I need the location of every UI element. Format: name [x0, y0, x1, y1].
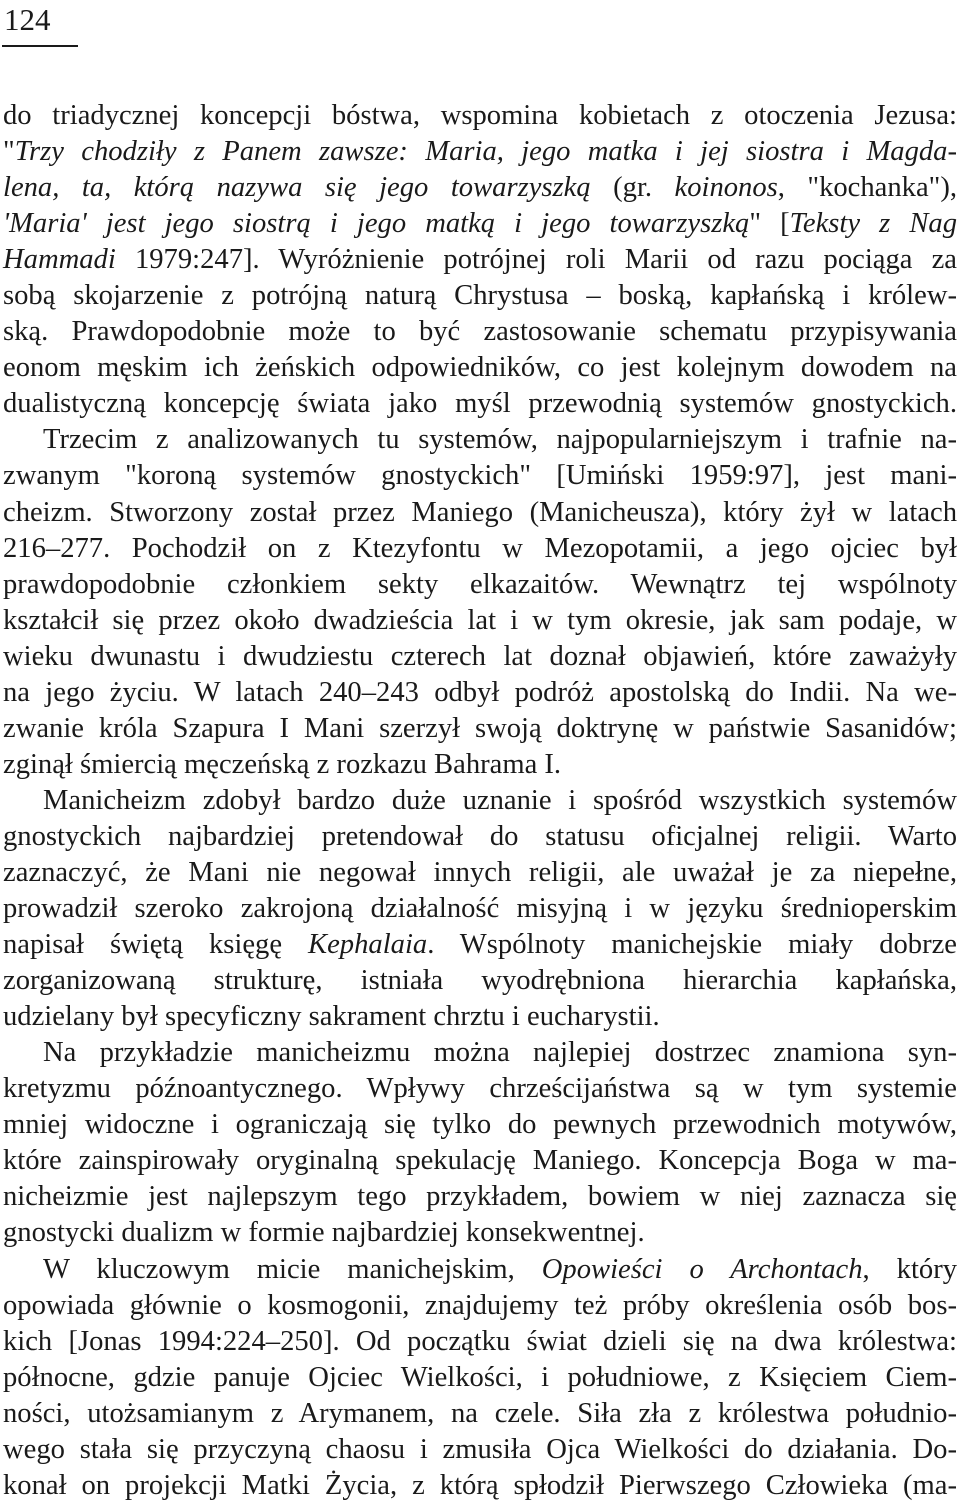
text-segment: "	[3, 136, 15, 168]
body-text	[3, 98, 957, 1504]
italic-text: koinonos	[674, 172, 778, 204]
text-line: sobą skojarzenie z potrójną naturą Chrystusa – boską, kapłańską i królew-	[3, 280, 957, 312]
text-segment: . Wspólnoty manichejskie miały dobrze	[427, 929, 958, 961]
italic-text: Hammadi	[3, 244, 116, 276]
text-line: eonom męskim ich żeńskich odpowiedników, co jest kolejnym dowodem na	[3, 352, 957, 384]
text-line: zwanym "koroną systemów gnostyckich" [Umiński 1959:97], jest mani-	[3, 460, 957, 492]
text-line	[3, 1252, 957, 1288]
text-line: Na przykładzie manicheizmu można najlepiej dostrzec znamiona syn-	[43, 1037, 957, 1069]
text-line: które zainspirowały oryginalną spekulację Maniego. Koncepcja Boga w ma-	[3, 1145, 957, 1177]
text-line: kretyzmu późnoantycznego. Wpływy chrześcijaństwa są w tym systemie	[3, 1073, 957, 1105]
text-line: północne, gdzie panuje Ojciec Wielkości, i południowe, z Księciem Ciem-	[3, 1361, 957, 1393]
italic-text: 'Maria' jest jego siostrą i jego matką i jego towarzyszką	[3, 208, 750, 240]
text-line	[3, 242, 957, 278]
text-segment: W kluczowym micie manichejskim,	[43, 1253, 542, 1285]
text-line: zwanie króla Szapura I Mani szerzył swoją doktrynę w państwie Sasanidów;	[3, 712, 957, 744]
text-line: na jego życiu. W latach 240–243 odbył podróż apostolską do Indii. Na we-	[3, 676, 957, 708]
text-line: opowiada głównie o kosmogonii, znajdujemy też próby określenia osób bos-	[3, 1289, 957, 1321]
page-number: 124	[4, 2, 51, 37]
text-line: gnostycki dualizm w formie najbardziej konsekwentnej.	[3, 1217, 645, 1249]
text-line: Manicheizm zdobył bardzo duże uznanie i spośród wszystkich systemów	[43, 784, 957, 816]
text-line: zorganizowaną strukturę, istniała wyodrębniona hierarchia kapłańska,	[3, 965, 957, 997]
text-line: wieku dwunastu i dwudziestu czterech lat doznał objawień, które zaważyły	[3, 640, 957, 672]
text-line: zaznaczyć, że Mani nie negował innych religii, ale uważał je za niepełne,	[3, 856, 957, 888]
italic-text: lena, ta, którą nazywa się jego towarzyszką	[3, 172, 591, 204]
text-line: do triadycznej koncepcji bóstwa, wspomina kobietach z otoczenia Jezusa:	[3, 100, 957, 131]
text-line: zginął śmiercią męczeńską z rozkazu Bahrama I.	[3, 748, 562, 780]
text-segment: , "kochanka"),	[777, 172, 957, 204]
text-line: gnostyckich najbardziej pretendował do statusu oficjalnej religii. Warto	[3, 820, 957, 852]
text-line: kształcił się przez około dwadzieścia lat i w tym okresie, jak sam podaje, w	[3, 604, 957, 636]
text-line: prowadził szeroko zakrojoną działalność misyjną i w języku średnioperskim	[3, 893, 957, 925]
text-line: mniej widoczne i ograniczają się tylko do pewnych przewodnich motywów,	[3, 1109, 957, 1141]
text-segment: napisał świętą księgę	[3, 929, 309, 961]
text-line: udzielany był specyficzny sakrament chrztu i eucharystii.	[3, 1001, 660, 1033]
text-line: Trzecim z analizowanych tu systemów, najpopularniejszym i trafnie na-	[43, 424, 957, 456]
text-line	[3, 206, 957, 242]
text-segment: , który	[862, 1253, 958, 1285]
text-line	[3, 134, 957, 170]
italic-text: Opowieści o Archontach	[541, 1253, 863, 1285]
italic-text: Trzy chodziły z Panem zawsze: Maria, jego matka i jej siostra i Magda-	[14, 136, 957, 168]
text-line	[3, 927, 957, 963]
text-line: cheizm. Stworzony został przez Maniego (Manicheusza), który żył w latach	[3, 496, 957, 528]
italic-text: Teksty z Nag	[789, 208, 957, 240]
text-line: wego stała się przyczyną chaosu i zmusiła Ojca Wielkości do działania. Do-	[3, 1433, 957, 1465]
text-line: konał on projekcji Matki Życia, z którą spłodził Pierwszego Człowieka (ma-	[3, 1469, 957, 1501]
text-line: nicheizmie jest najlepszym tego przykładem, bowiem w niej zaznacza się	[3, 1181, 957, 1213]
text-line: ską. Prawdopodobnie może to być zastosowanie schematu przypisywania	[3, 316, 957, 348]
text-line: dualistyczną koncepcję świata jako myśl przewodnią systemów gnostyckich.	[3, 388, 957, 420]
text-line: 216–277. Pochodził on z Ktezyfontu w Mezopotamii, a jego ojciec był	[3, 532, 957, 564]
text-segment: 1979:247]. Wyróżnienie potrójnej roli Marii od razu pociąga za	[115, 244, 957, 276]
text-segment: " [	[749, 208, 790, 240]
text-line: prawdopodobnie członkiem sekty elkazaitów. Wewnątrz tej wspólnoty	[3, 568, 957, 600]
text-line: kich [Jonas 1994:224–250]. Od początku świat dzieli się na dwa królestwa:	[3, 1325, 957, 1357]
italic-text: Kephalaia	[308, 929, 428, 961]
text-line: ności, utożsamianym z Arymanem, na czele. Siła zła z królestwa południo-	[3, 1397, 957, 1429]
header-rule	[2, 45, 78, 47]
text-segment: (gr.	[590, 172, 675, 204]
text-line	[3, 170, 957, 206]
